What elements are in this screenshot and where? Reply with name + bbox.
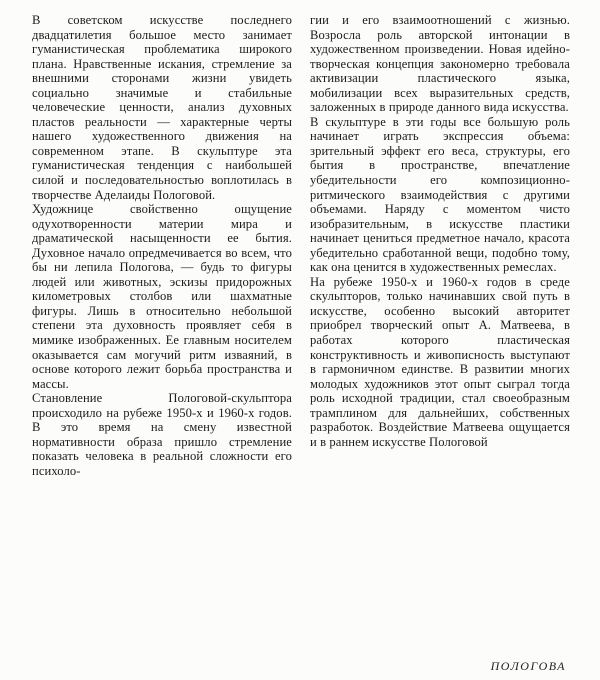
- paragraph: В советском искусстве последнего двадцатилетия большое место занимает гуманистическая проблематика широкого плана. Нравственные искания, стремление за внешними сторонами жизни увидеть социально значимые и стабильные человеческие ценности, анализ духовных пластов реальности — характерные черты нашего художественного движения на современном этапе. В скульптуре эта гуманистическая тенденция с наибольшей силой и последовательностью воплотилась в творчестве Аделаиды Пологовой.: [32, 13, 292, 202]
- paragraph: На рубеже 1950-х и 1960-х годов в среде скульпторов, только начинавших свой путь в искусстве, особенно высокий авторитет приобрел творческий опыт А. Матвеева, в работах которого пластическая конструктивность и живописность выступают в гармоничном единстве. В развитии многих молодых художников этот опыт сыграл тогда роль исходной традиции, стал своеобразным трамплином для дальнейших, собственных разработок. Воздействие Матвеева ощущается и в раннем искусстве Пологовой: [310, 274, 570, 449]
- paragraph: Становление Пологовой-скульптора происходило на рубеже 1950-х и 1960-х годов. В это время на смену известной нормативности образа пришло стремление показать человека в реальной сложности его психоло-: [32, 391, 292, 478]
- paragraph: гии и его взаимоотношений с жизнью. Возросла роль авторской интонации в художественном произведении. Новая идейно-творческая концепция закономерно требовала активизации пластического языка, мобилизации всех выразительных средств, заложенных в природе данного вида искусства.: [310, 13, 570, 115]
- right-column: [310, 13, 570, 479]
- left-column: [32, 13, 292, 479]
- running-title: ПОЛОГОВА: [490, 659, 566, 673]
- paragraph: В скульптуре в эти годы все большую роль начинает играть экспрессия объема: зрительный эффект его веса, структуры, его бытия в пространстве, впечатление убедительности его композиционно-ритмического взаимодействия с другими объемами. Наряду с моментом чисто изобразительным, в искусстве пластики начинает цениться предметное начало, красота убедительно сработанной вещи, подобно тому, как она ценится в художественных ремеслах.: [310, 114, 570, 275]
- paragraph: Художнице свойственно ощущение одухотворенности материи мира и драматической насыщенности ее бытия. Духовное начало опредмечивается во всем, что бы ни лепила Пологова, — будь то фигуры людей или животных, эскизы придорожных километровых столбов или шахматные фигуры. Лишь в относительно небольшой степени эта духовность проявляет себя в мимике изображенных. Ее главным носителем оказывается сам могучий ритм изваяний, в основе которого лежит борьба пространства и массы.: [32, 202, 292, 391]
